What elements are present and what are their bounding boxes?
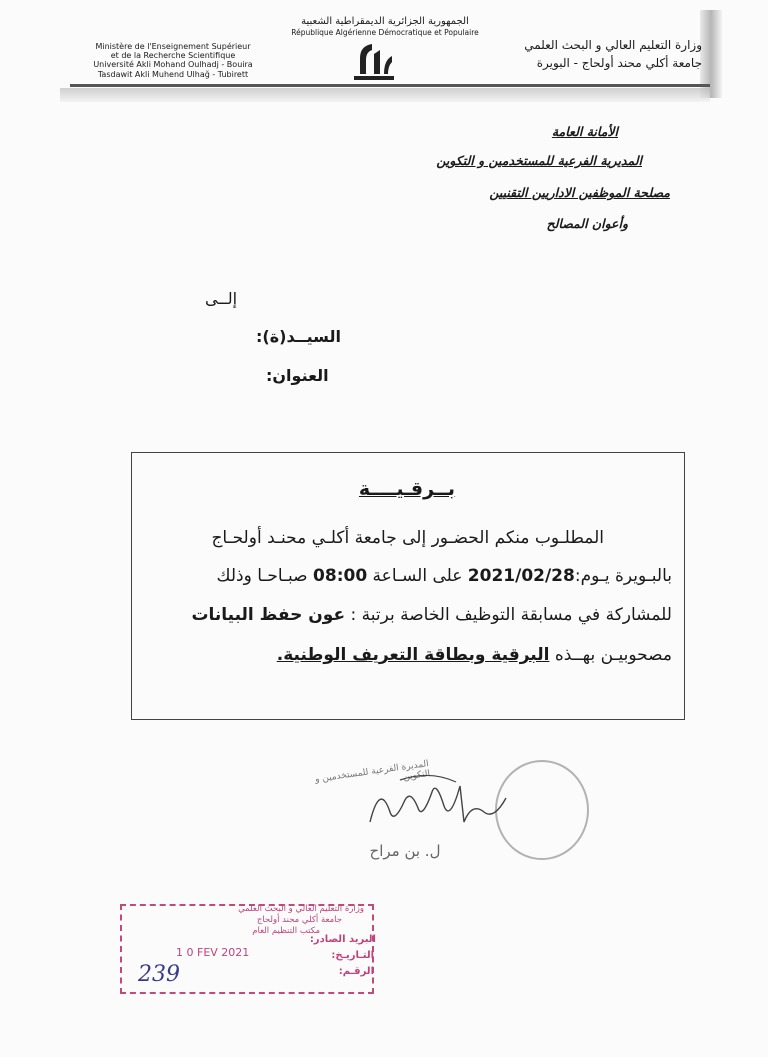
exam-time: 08:00 — [313, 566, 368, 586]
line-2-suffix: صبـاحـا وذلك — [216, 566, 314, 586]
sender-line-1: الأمانة العامة — [551, 124, 618, 139]
stamp-date: 1 0 FEV 2021 — [176, 946, 250, 959]
stamp-number-label: الرقـم: — [338, 966, 374, 977]
required-documents: البرقية وبطاقة التعريف الوطنية. — [276, 645, 550, 665]
header-rule — [70, 84, 710, 87]
university-ber: Tasdawit Akli Muhend Ulhağ - Tubirett — [97, 70, 249, 79]
ministry-fr-1: Ministère de l'Enseignement Supérieur — [95, 42, 251, 51]
signature-stamp-text: المديرة الفرعية للمستخدمين و التكوين — [314, 759, 431, 785]
signatory-name: ل. بن مراح — [369, 842, 441, 860]
sender-line-4: وأعوان المصالح — [546, 216, 628, 231]
signature-area — [300, 759, 590, 882]
recipient-address-label: العنوان: — [266, 366, 329, 385]
line-2-prefix: بالبـويرة يـوم: — [574, 566, 672, 586]
university-logo-icon — [350, 40, 398, 82]
signature-icon — [360, 762, 520, 842]
university-ar: جامعة أكلي محند أولحاج - البويرة — [536, 56, 702, 70]
mail-registry-stamp — [120, 904, 374, 994]
exam-date: 2021/02/28 — [467, 566, 575, 586]
telegram-line-3 — [191, 605, 672, 625]
line-4-prefix: مصحوبيـن بهــذه — [549, 645, 672, 665]
sender-line-3: مصلحة الموظفين الاداريين التقنيين — [489, 185, 670, 200]
republic-ar: الجمهورية الجزائرية الديمقراطية الشعبية — [301, 16, 469, 27]
header-shadow — [60, 88, 710, 102]
ministry-fr-2: et de la Recherche Scientifique — [110, 51, 236, 60]
line-3-prefix: للمشاركة في مسابقة التوظيف الخاصة برتبة : — [345, 605, 672, 625]
stamp-ministry: وزارة التعليم العالي و البحث العلمي — [238, 904, 364, 914]
republic-fr: République Algérienne Démocratique et Populaire — [291, 28, 479, 37]
telegram-title: بــرقـيــــة — [358, 478, 456, 500]
ministry-ar: وزارة التعليم العالي و البحث العلمي — [524, 38, 702, 52]
stamp-date-label: التـاريـخ: — [331, 950, 374, 961]
telegram-line-1: المطلـوب منكم الحضـور إلى جامعة أكلـي محنـد أولحـاج — [211, 528, 604, 548]
telegram-line-2 — [217, 566, 672, 586]
stamp-office: مكتب التنظيم العام — [252, 926, 320, 936]
stamp-outgoing-label: البريد الصادر: — [309, 934, 376, 945]
stamp-university: جامعة أكلي محند أولحاج — [256, 915, 342, 925]
university-fr: Université Akli Mohand Oulhadj - Bouira — [93, 60, 253, 69]
registry-number: 239 — [138, 962, 180, 987]
recipient-to: إلــى — [205, 289, 238, 308]
sender-line-2: المديرية الفرعية للمستخدمين و التكوين — [436, 153, 642, 168]
job-rank: عون حفظ البيانات — [191, 605, 346, 625]
recipient-name-label: السيــد(ة): — [256, 327, 341, 346]
telegram-line-4 — [277, 645, 672, 665]
line-2-mid: على السـاعة — [367, 566, 468, 586]
